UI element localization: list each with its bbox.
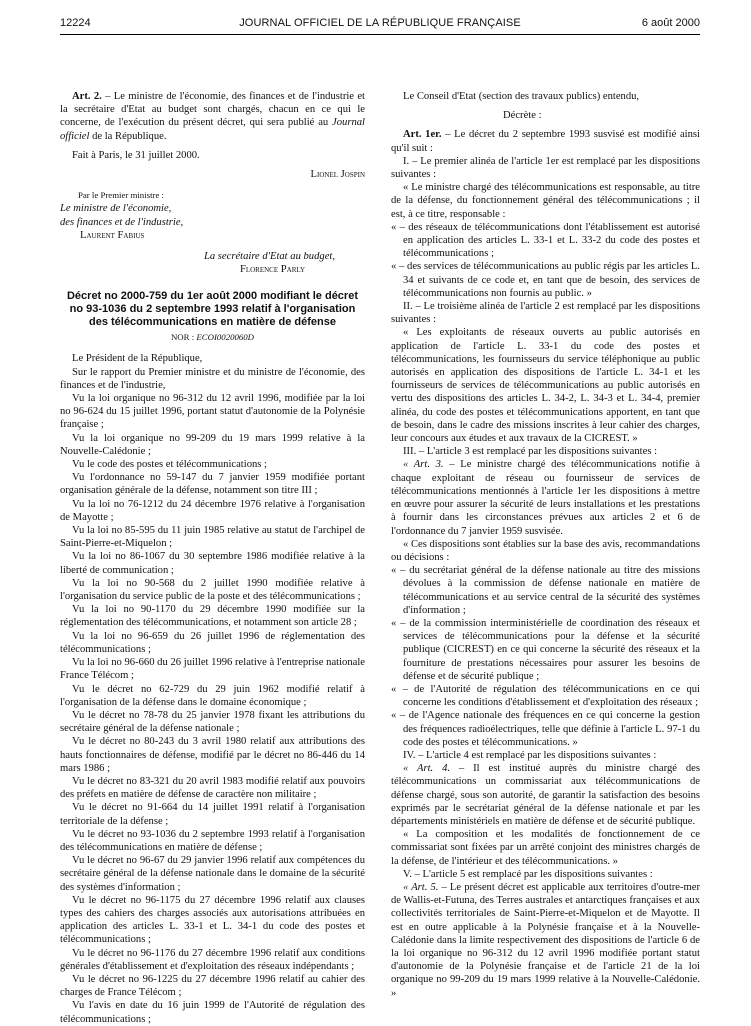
nor-reference	[60, 331, 365, 344]
visa-paragraph: Vu la loi no 76-1212 du 24 décembre 1976 relative à l'organisation de Mayotte ;	[60, 498, 365, 523]
conseil-etat: Le Conseil d'Etat (section des travaux publics) entendu,	[403, 91, 640, 102]
section-iii-quote: « Ces dispositions sont établies sur la base des avis, recommandations ou décisions :	[391, 538, 700, 563]
visa-paragraph: Vu la loi no 90-1170 du 29 décembre 1990 modifiée sur la réglementation des télécommunications, et notamment son article 28 ;	[60, 604, 365, 629]
visa-paragraph: Vu la loi no 85-595 du 11 juin 1985 relative au statut de l'archipel de Saint-Pierre-et-Miquelon ;	[60, 525, 365, 550]
article-2-end: de la République.	[89, 130, 167, 142]
visa-paragraph: Vu l'avis en date du 16 juin 1999 de l'Autorité de régulation des télécommunications ;	[60, 1000, 365, 1025]
right-column	[391, 90, 700, 1000]
visa-paragraph: Vu la loi organique no 96-312 du 12 avril 1996, modifiée par la loi no 96-624 du 15 juillet 1996, portant statut d'autonomie de la Polynésie française ;	[60, 393, 365, 431]
article-3-text: Le ministre chargé des télécommunications notifie à chaque exploitant de réseau ou fournisseur de services de télécommunications mentionnés à l'article 1er les dispositions à mettre en œuvre pour assurer la sécurité de leurs installations et les prestations à fournir dans les circonstances prévues aux articles 2 et 6 de l'ordonnance du 7 janvier 1959 susvisée.	[391, 459, 700, 537]
visa-paragraph: Vu le décret no 93-1036 du 2 septembre 1993 relatif à l'organisation des télécommunications en matière de défense ;	[60, 828, 365, 853]
section-iii-article	[391, 458, 700, 537]
article-1-text: – Le décret du 2 septembre 1993 susvisé est modifié ainsi qu'il suit :	[391, 129, 700, 154]
nor-value: ECOI0020060D	[196, 332, 255, 343]
visa-paragraph: Vu le décret no 78-78 du 25 janvier 1978 fixant les attributions du secrétaire général de la défense nationale ;	[60, 709, 365, 735]
section-iii-bullet: « – de la commission interministérielle de coordination des réseaux et services de télécommunications pour la défense et la sécurité publique (CICREST) en ce qui concerne la sécurité des réseaux et la fourniture de prestations nécessaires pour assurer les besoins de défense et de sécurité publique ;	[391, 617, 700, 682]
visa-paragraph: Vu le décret no 96-1176 du 27 décembre 1996 relatif aux conditions générales d'établissement et d'exploitation des réseaux indépendants ;	[60, 947, 365, 972]
visa-paragraph: Vu le décret no 96-67 du 29 janvier 1996 relatif aux compétences du secrétaire général de la défense nationale dans le domaine de la sécurité des systèmes d'information ;	[60, 855, 365, 893]
visa-paragraph: Vu le décret no 96-1225 du 27 décembre 1996 relatif au cahier des charges de France Télécom ;	[60, 973, 365, 999]
article-1	[391, 128, 700, 154]
article-4-text: Il est institué auprès du ministre chargé des télécommunications un commissariat aux télécommunications de défense chargé, sous son autorité, de garantir la satisfaction des besoins exprimés par le secrétariat général de la défense nationale et par les départements ministériels en matière de défense et de sécurité publique.	[391, 763, 700, 827]
section-v-article	[391, 881, 700, 1000]
minister-title-line2: des finances et de l'industrie,	[60, 216, 184, 228]
section-i-quote: « Le ministre chargé des télécommunications est responsable, au titre de la défense, du fonctionnement général des télécommunications ; il est, à ce titre, responsable :	[391, 182, 700, 220]
article-5-label: « Art. 5. –	[403, 881, 447, 893]
article-1-label: Art. 1er.	[403, 129, 442, 141]
article-2-text: – Le ministre de l'économie, des finances et de l'industrie et la secrétaire d'Etat au budget sont chargés, chacun en ce qui le concerne, de l'exécution du présent décret, qui sera publié au	[60, 91, 365, 129]
section-i-intro: I. – Le premier alinéa de l'article 1er est remplacé par les dispositions suivantes :	[391, 155, 700, 181]
section-iii-bullet: « – du secrétariat général de la défense nationale au titre des missions dévolues à la commission de défense nationale en matière de télécommunications et au service central de la sécurité des systèmes d'information ;	[391, 565, 700, 616]
signature-prime-minister: Lionel Jospin	[310, 169, 365, 181]
article-3-label: « Art. 3. –	[403, 459, 455, 471]
visa-paragraph: Vu le décret no 91-664 du 14 juillet 1991 relatif à l'organisation territoriale de la défense ;	[60, 802, 365, 827]
section-ii-intro: II. – Le troisième alinéa de l'article 2 est remplacé par les dispositions suivantes :	[391, 301, 700, 326]
section-iii-bullet: « – de l'Autorité de régulation des télécommunications en ce qui concerne les conditions d'établissement et d'exploitation des réseaux ;	[391, 683, 700, 709]
fait-a-paris: Fait à Paris, le 31 juillet 2000.	[72, 149, 200, 161]
visa-paragraph: Vu le décret no 83-321 du 20 avril 1983 modifié relatif aux pouvoirs des préfets en matière de défense de caractère non militaire ;	[60, 775, 365, 801]
section-i-bullet: « – des services de télécommunications au public régis par les articles L. 34 et suivants de ce code et, en tant que de besoin, des services de télécommunications non fournis au public. »	[391, 261, 700, 299]
section-iii-intro: III. – L'article 3 est remplacé par les dispositions suivantes :	[403, 446, 658, 458]
secretary-title: La secrétaire d'Etat au budget,	[203, 251, 335, 263]
section-v-intro: V. – L'article 5 est remplacé par les dispositions suivantes :	[403, 868, 653, 880]
page-number: 12224	[60, 17, 91, 29]
visa-paragraph: Vu la loi organique no 99-209 du 19 mars 1999 relative à la Nouvelle-Calédonie ;	[60, 432, 365, 457]
section-i-bullet: « – des réseaux de télécommunications dont l'établissement est autorisé en application des articles L. 33-1 et L. 33-2 du code des postes et télécommunications ;	[391, 221, 700, 260]
minister-title-line1: Le ministre de l'économie,	[60, 203, 172, 215]
section-ii-quote: « Les exploitants de réseaux ouverts au public autorisés en application de l'article L. 33-1 du code des postes et télécommunications, les fournisseurs du service téléphonique au public autorisés en application des dispositions de l'article L. 34-1 et les fournisseurs de services de télécommunications au public autorisés en vertu des dispositions des articles L. 34-2, L. 34-3 et L. 34-4, premier alinéa, du code des postes et télécommunications apportent, en tant que de besoin, dans le cadre des missions inscrites à leur cahier des charges, leur concours aux études et aux travaux de la CICREST. »	[391, 327, 700, 445]
visa-paragraph: Vu la loi no 90-568 du 2 juillet 1990 modifiée relative à l'organisation du service public de la poste et des télécommunications ;	[60, 577, 365, 603]
section-iv-article	[391, 762, 700, 828]
section-iv-intro: IV. – L'article 4 est remplacé par les dispositions suivantes :	[403, 749, 657, 761]
left-column	[60, 90, 365, 1026]
visa-paragraph: Vu le code des postes et télécommunications ;	[72, 459, 268, 471]
decree-title: Décret no 2000-759 du 1er août 2000 modifiant le décret no 93-1036 du 2 septembre 1993 relatif à l'organisation des télécommunications en matière de défense	[66, 290, 358, 328]
visa-paragraph: Vu la loi no 96-659 du 26 juillet 1996 de réglementation des télécommunications ;	[60, 630, 365, 655]
section-iv-quote: « La composition et les modalités de fonctionnement de ce commissariat sont fixées par un arrêté conjoint des ministres chargés de la défense, de l'intérieur et des télécommunications. »	[391, 829, 700, 867]
journal-officiel-ref: Journal officiel	[60, 117, 365, 142]
visa-paragraph: Le Président de la République,	[72, 353, 203, 365]
signature-secretary: Florence Parly	[239, 264, 305, 276]
journal-title: JOURNAL OFFICIEL DE LA RÉPUBLIQUE FRANÇAISE	[239, 17, 521, 29]
visa-paragraph: Vu le décret no 80-243 du 3 avril 1980 relatif aux attributions des hauts fonctionnaires de défense, modifié par le décret no 86-446 du 14 mars 1986 ;	[60, 736, 365, 774]
article-5-text: Le présent décret est applicable aux territoires d'outre-mer de Wallis-et-Futuna, des Terres australes et antarctiques françaises et aux collectivités territoriales de Saint-Pierre-et-Miquelon et de Mayotte. Il est en outre applicable à la Polynésie française et à la Nouvelle-Calédonie dans la limite respectivement des dispositions de l'article 6 de la loi organique no 96-312 du 12 avril 1996 modifiée portant statut d'autonomie de la Polynésie française et de l'article 21 de la loi organique no 99-209 du 19 mars 1999 relative à la Nouvelle-Calédonie. »	[391, 881, 700, 999]
article-4-label: « Art. 4. –	[403, 763, 465, 775]
issue-date: 6 août 2000	[641, 17, 700, 29]
section-iii-bullet: « – de l'Agence nationale des fréquences en ce qui concerne la gestion des fréquences radioélectriques, telle que définie à l'article L. 97-1 du code des postes et télécommunications. »	[391, 710, 700, 748]
decrete: Décrète :	[503, 110, 542, 122]
header-rule	[60, 34, 700, 35]
visa-paragraph: Vu l'ordonnance no 59-147 du 7 janvier 1959 modifiée portant organisation générale de la défense, notamment son titre III ;	[60, 472, 365, 497]
visa-paragraph: Vu le décret no 62-729 du 29 juin 1962 modifié relatif à l'organisation de la défense dans le domaine économique ;	[60, 683, 365, 708]
visa-paragraph: Vu le décret no 96-1175 du 27 décembre 1996 relatif aux clauses types des cahiers des charges associés aux autorisations attribuées en application des articles L. 33-1 et L. 34-1 du code des postes et télécommunications ;	[60, 894, 365, 946]
article-2	[60, 90, 365, 143]
article-2-label: Art. 2.	[72, 91, 102, 102]
signature-minister: Laurent Fabius	[80, 229, 145, 241]
page-header	[60, 17, 700, 33]
visa-paragraph: Sur le rapport du Premier ministre et du ministre de l'économie, des finances et de l'industrie,	[60, 366, 365, 391]
nor-label: NOR :	[170, 332, 197, 343]
par-le-premier-ministre: Par le Premier ministre :	[78, 190, 164, 201]
visa-paragraph: Vu la loi no 86-1067 du 30 septembre 1986 modifiée relative à la liberté de communication ;	[60, 551, 365, 576]
visa-paragraph: Vu la loi no 96-660 du 26 juillet 1996 relative à l'entreprise nationale France Télécom ;	[60, 657, 365, 682]
